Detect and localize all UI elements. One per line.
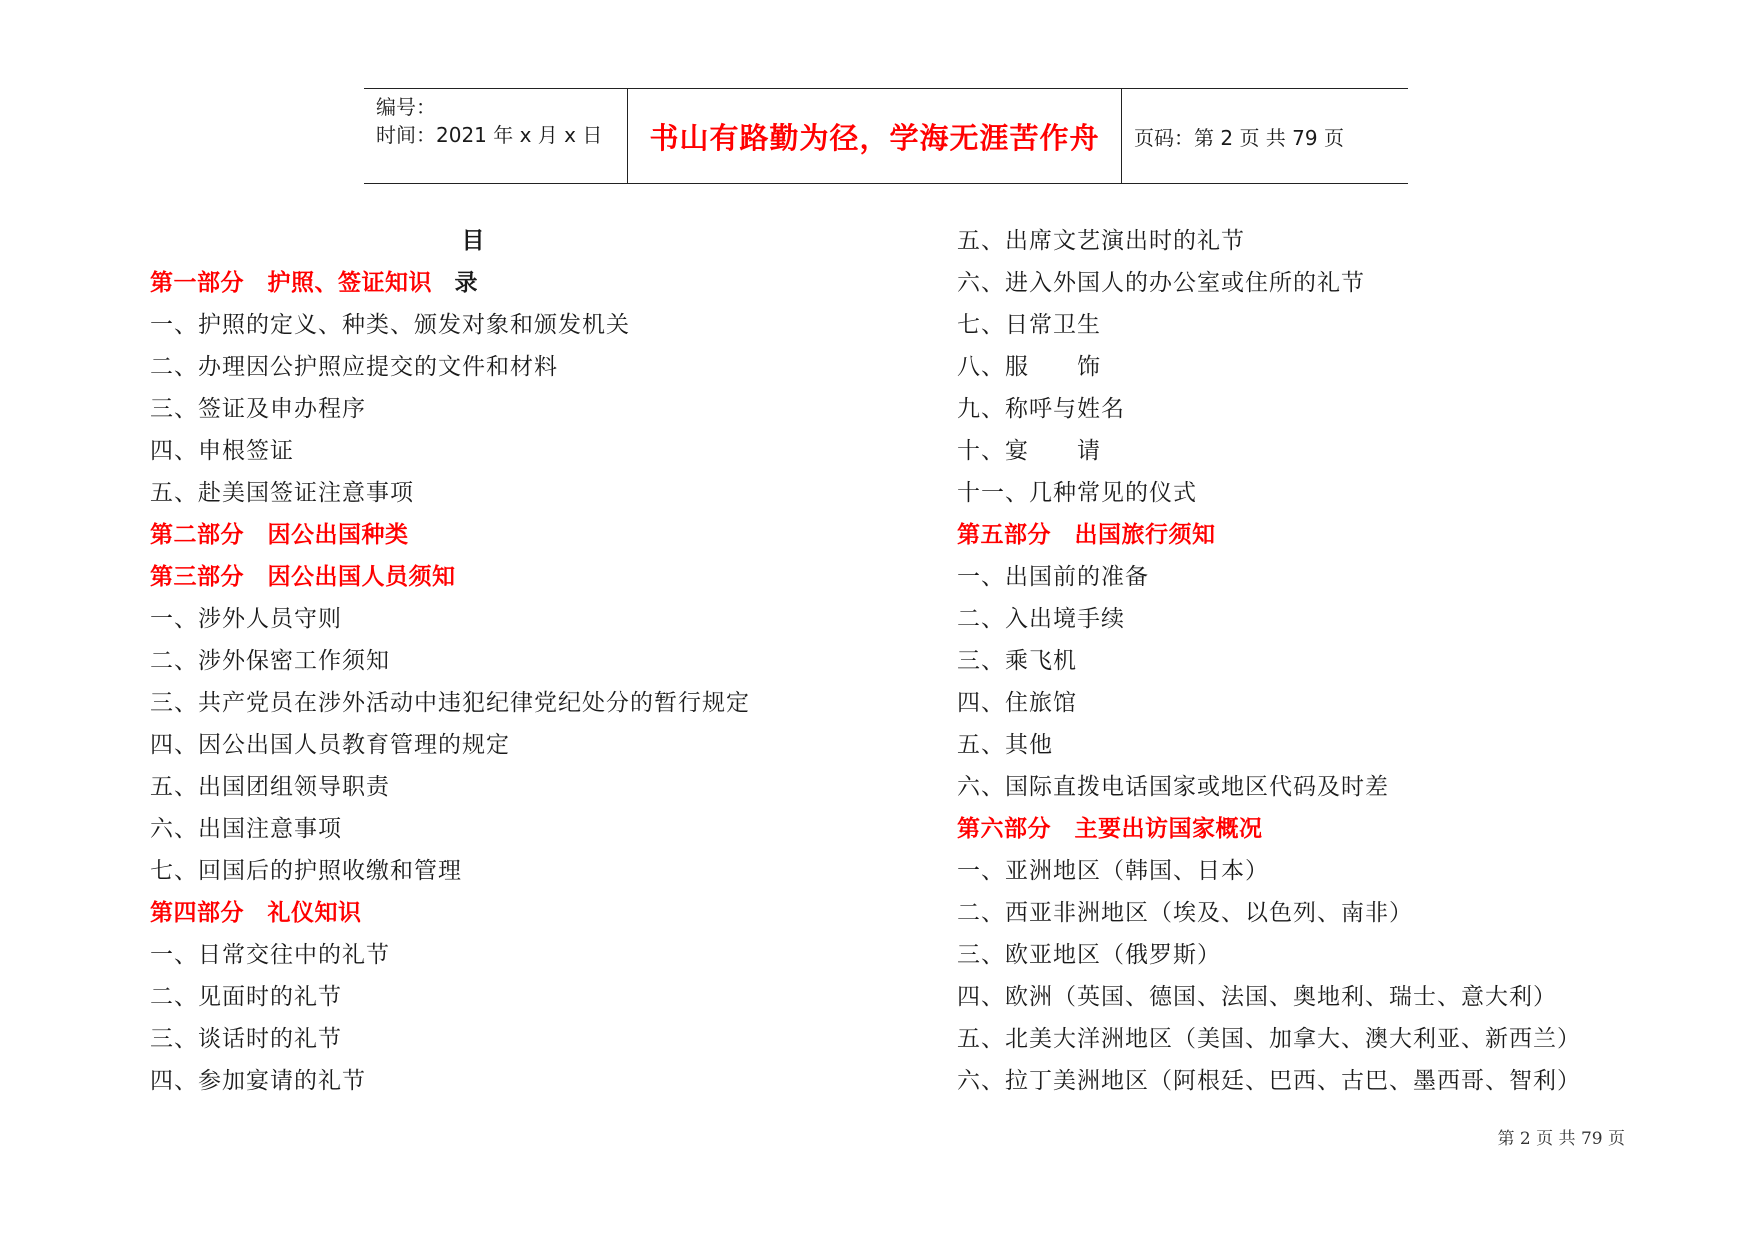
toc-entry: 一、亚洲地区（韩国、日本） [957,858,1269,884]
toc-entry: 四、欧洲（英国、德国、法国、奥地利、瑞士、意大利） [957,984,1557,1010]
toc-section-heading: 第六部分 主要出访国家概况 [957,815,1263,842]
toc-entry: 五、出国团组领导职责 [150,774,390,800]
toc-entry: 十一、几种常见的仪式 [957,480,1197,506]
toc-section-heading: 第四部分 礼仪知识 [150,899,362,926]
toc-title: 目 录 [454,227,513,296]
toc-section-heading: 第一部分 护照、签证知识 [150,269,432,296]
toc-section-heading: 第二部分 因公出国种类 [150,521,409,548]
toc-entry: 五、北美大洋洲地区（美国、加拿大、澳大利亚、新西兰） [957,1026,1581,1052]
document-time-label: 时间：2021 年 x 月 x 日 [376,123,603,147]
toc-entry: 四、参加宴请的礼节 [150,1068,366,1094]
toc-entry: 二、西亚非洲地区（埃及、以色列、南非） [957,900,1413,926]
toc-section-heading: 第五部分 出国旅行须知 [957,521,1216,548]
toc-entry: 二、办理因公护照应提交的文件和材料 [150,354,558,380]
toc-entry: 六、进入外国人的办公室或住所的礼节 [957,270,1365,296]
toc-entry: 十、宴 请 [957,438,1101,464]
toc-entry: 一、日常交往中的礼节 [150,942,390,968]
toc-entry: 七、日常卫生 [957,312,1101,338]
toc-entry: 二、见面时的礼节 [150,984,342,1010]
toc-entry: 五、其他 [957,732,1053,758]
toc-entry: 二、涉外保密工作须知 [150,648,390,674]
toc-entry: 三、谈话时的礼节 [150,1026,342,1052]
header-page-code: 页码：第 2 页 共 79 页 [1134,125,1344,150]
toc-entry: 一、出国前的准备 [957,564,1149,590]
toc-entry: 三、乘飞机 [957,648,1077,674]
toc-left-column [150,262,910,1102]
header-meta [364,89,628,183]
toc-right-column [957,220,1717,1102]
toc-entry: 九、称呼与姓名 [957,396,1125,422]
toc-entry: 五、出席文艺演出时的礼节 [957,228,1245,254]
header-motto: 书山有路勤为径，学海无涯苦作舟 [628,89,1122,183]
toc-entry: 一、护照的定义、种类、颁发对象和颁发机关 [150,312,630,338]
toc-entry: 六、国际直拨电话国家或地区代码及时差 [957,774,1389,800]
toc-entry: 四、申根签证 [150,438,294,464]
toc-entry: 三、欧亚地区（俄罗斯） [957,942,1221,968]
document-number-label: 编号： [376,95,436,119]
page-footer: 第 2 页 共 79 页 [1497,1129,1625,1149]
toc-section-heading: 第三部分 因公出国人员须知 [150,563,456,590]
toc-entry: 三、签证及申办程序 [150,396,366,422]
toc-entry: 四、住旅馆 [957,690,1077,716]
toc-entry: 四、因公出国人员教育管理的规定 [150,732,510,758]
toc-entry: 六、出国注意事项 [150,816,342,842]
toc-entry: 一、涉外人员守则 [150,606,342,632]
document-header [364,88,1408,184]
toc-entry: 八、服 饰 [957,354,1101,380]
toc-entry: 五、赴美国签证注意事项 [150,480,414,506]
toc-entry: 二、入出境手续 [957,606,1125,632]
toc-entry: 六、拉丁美洲地区（阿根廷、巴西、古巴、墨西哥、智利） [957,1068,1581,1094]
toc-entry: 三、共产党员在涉外活动中违犯纪律党纪处分的暂行规定 [150,690,750,716]
toc-entry: 七、回国后的护照收缴和管理 [150,858,462,884]
